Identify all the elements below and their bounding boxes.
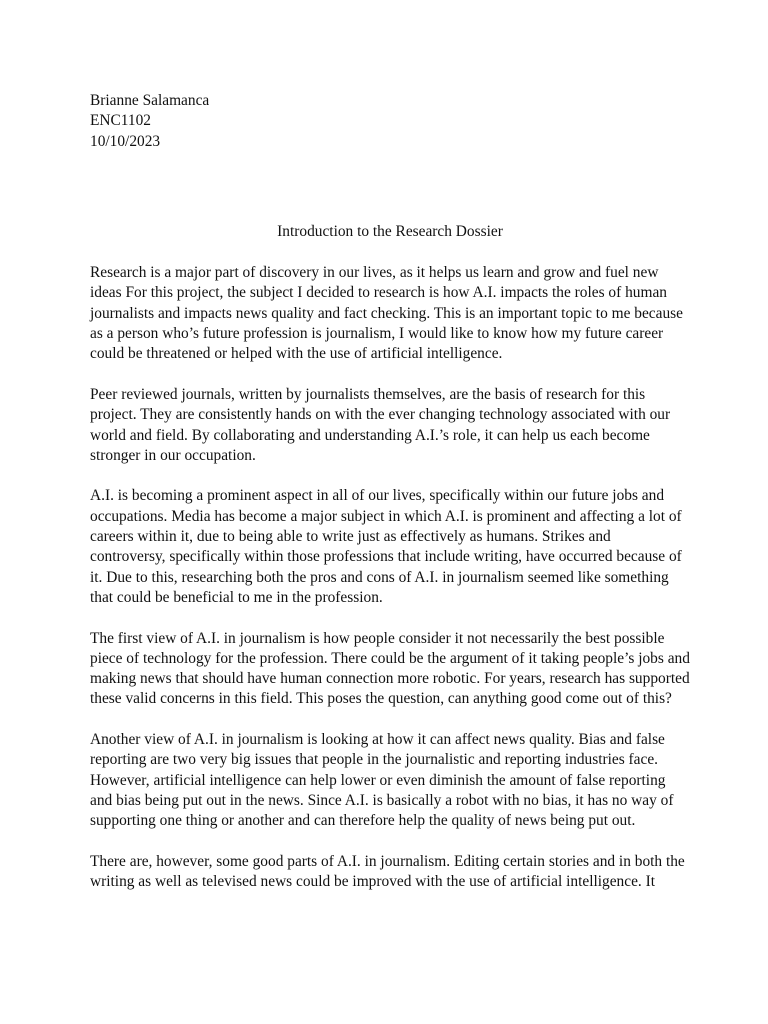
document-title: Introduction to the Research Dossier (277, 222, 503, 240)
author-name: Brianne Salamanca (90, 92, 210, 109)
paragraph-3: A.I. is becoming a prominent aspect in all of our lives, specifically within our future jobs and occupations. Media has become a major subject in which A.I. is prominent and affecting a lot of careers within it, due to being able to write just as effectively as humans. Strikes and controversy, specifically within those professions that include writing, have occurred because of it. Due to this, researching both the pros and cons of A.I. in journalism seemed like something that could be beneficial to me in the profession. (90, 487, 682, 606)
course-code: ENC1102 (90, 112, 151, 130)
document-page (90, 91, 690, 913)
document-date: 10/10/2023 (90, 132, 161, 150)
document-header (90, 91, 690, 152)
paragraph-1: Research is a major part of discovery in our lives, as it helps us learn and grow and fuel new ideas For this project, the subject I decided to research is how A.I. impacts the roles of human journalists and impacts news quality and fact checking. This is an important topic to me because as a person who’s future profession is journalism, I would like to know how my future career could be threatened or helped with the use of artificial intelligence. (90, 264, 683, 363)
paragraph-4: The first view of A.I. in journalism is how people consider it not necessarily the best possible piece of technology for the profession. There could be the argument of it taking people’s jobs and making news that should have human connection more robotic. For years, research has supported these valid concerns in this field. This poses the question, can anything good come out of this? (90, 629, 690, 708)
paragraph-2: Peer reviewed journals, written by journalists themselves, are the basis of research for this project. They are consistently hands on with the ever changing technology associated with our world and field. By collaborating and understanding A.I.’s role, it can help us each become stronger in our occupation. (90, 385, 671, 464)
document-body (90, 263, 690, 892)
paragraph-5: Another view of A.I. in journalism is looking at how it can affect news quality. Bias and false reporting are two very big issues that people in the journalistic and reporting industries face. However, artificial intelligence can help lower or even diminish the amount of false reporting and bias being put out in the news. Since A.I. is basically a robot with no bias, it has no way of supporting one thing or another and can therefore help the quality of news being put out. (90, 731, 674, 830)
paragraph-6: There are, however, some good parts of A.I. in journalism. Editing certain stories and in both the writing as well as televised news could be improved with the use of artificial intelligence. It (90, 852, 685, 891)
